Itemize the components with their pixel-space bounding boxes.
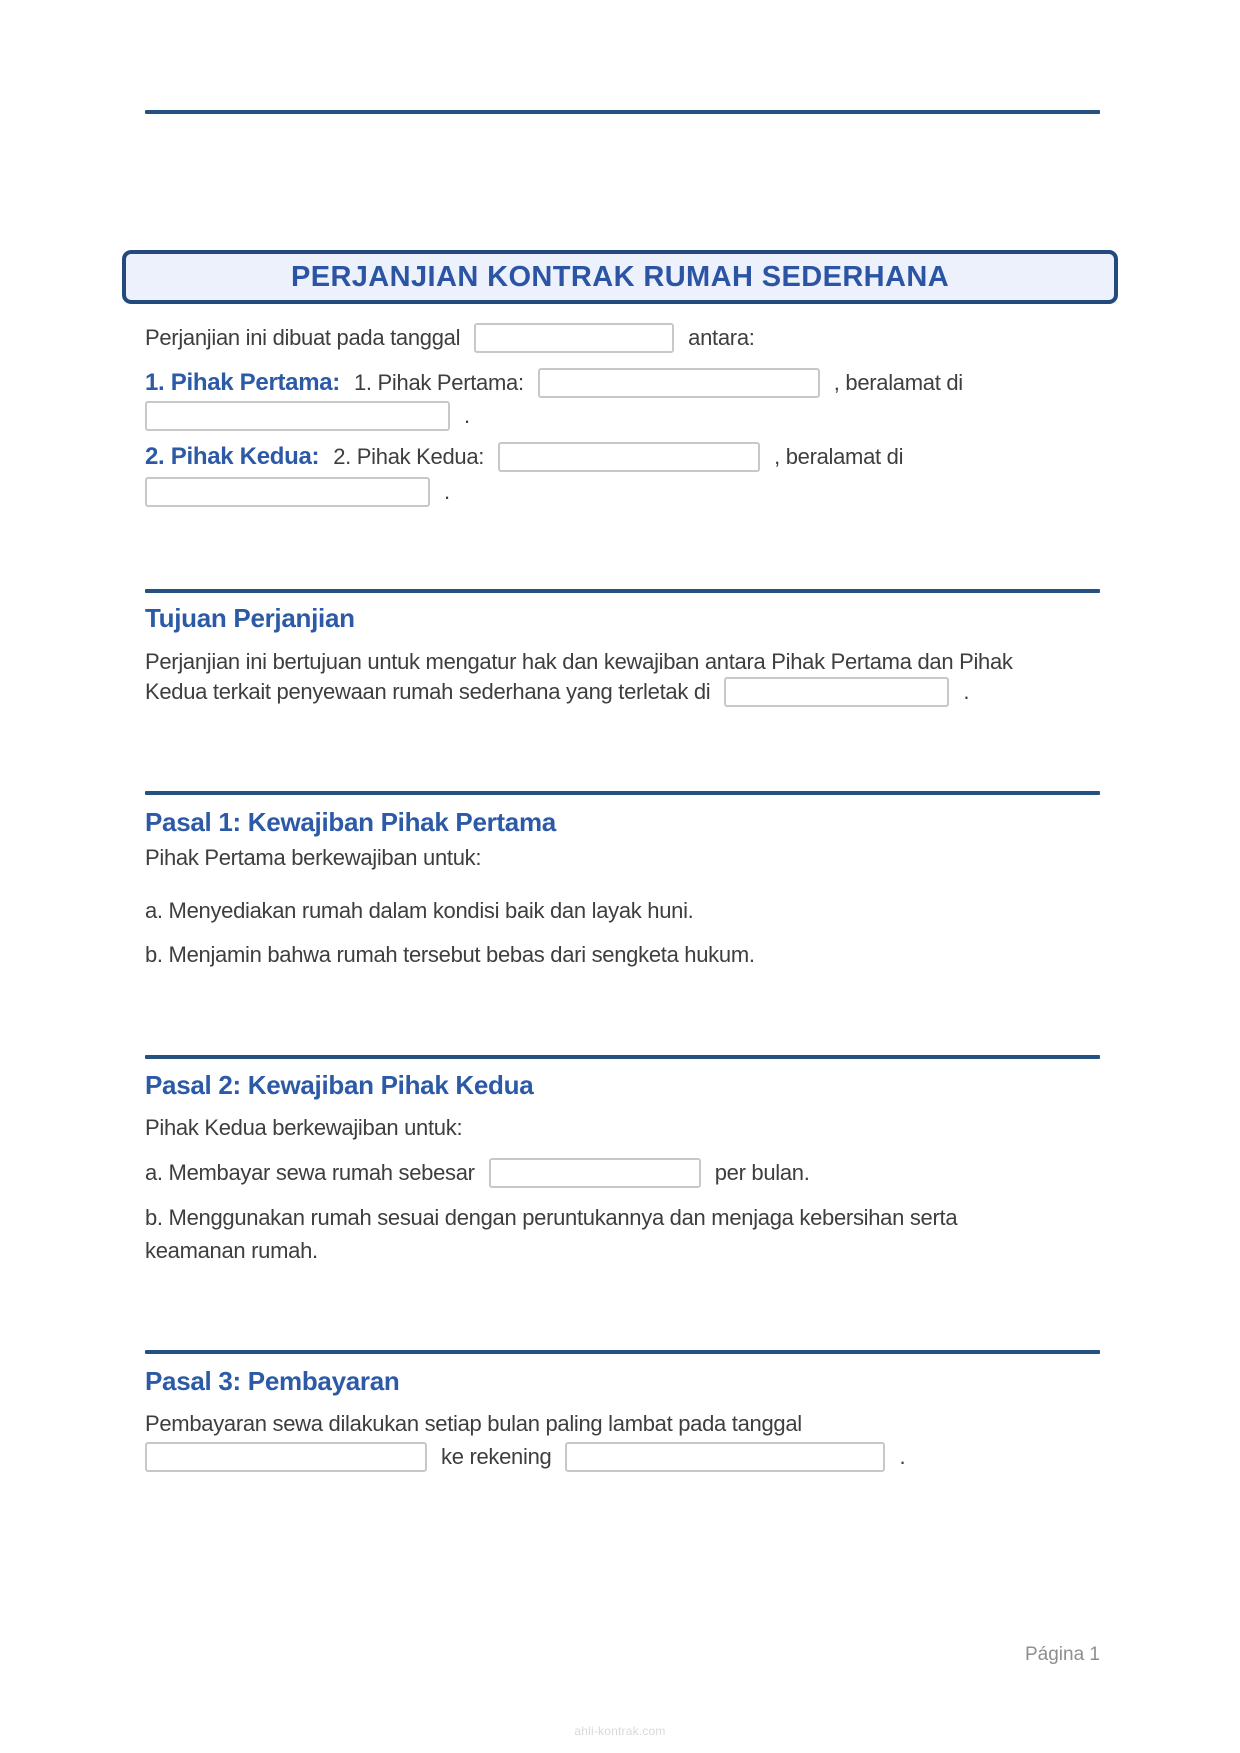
party2-address-suffix: . bbox=[444, 479, 450, 504]
party2-label: 2. Pihak Kedua: bbox=[145, 443, 320, 470]
watermark: ahli-kontrak.com bbox=[574, 1724, 666, 1738]
party1-name-input[interactable] bbox=[538, 368, 820, 398]
pasal1-item-b: b. Menjamin bahwa rumah tersebut bebas dari sengketa hukum. bbox=[145, 942, 755, 967]
pasal3-end-text: . bbox=[899, 1444, 906, 1469]
party1-address-row bbox=[145, 401, 470, 431]
bank-account-input[interactable] bbox=[565, 1442, 885, 1472]
pasal2-item-a-post: per bulan. bbox=[714, 1160, 810, 1185]
pasal2-intro: Pihak Kedua berkewajiban untuk: bbox=[145, 1115, 463, 1140]
top-divider bbox=[145, 110, 1100, 114]
pasal3-payment-row bbox=[145, 1442, 905, 1472]
page-number: Página 1 bbox=[1024, 1644, 1100, 1665]
tujuan-line2-pre: Kedua terkait penyewaan rumah sederhana yang terletak di bbox=[145, 679, 711, 704]
tujuan-paragraph-line1: Perjanjian ini bertujuan untuk mengatur hak dan kewajiban antara Pihak Pertama dan Pihak bbox=[145, 649, 1013, 674]
pasal2-item-b-line1: b. Menggunakan rumah sesuai dengan peruntukannya dan menjaga kebersihan serta bbox=[145, 1205, 958, 1230]
pasal3-mid-text: ke rekening bbox=[441, 1444, 552, 1469]
pasal2-item-a-pre: a. Membayar sewa rumah sebesar bbox=[145, 1160, 475, 1185]
tujuan-paragraph-line2 bbox=[145, 677, 969, 707]
party1-row bbox=[145, 368, 963, 398]
party1-address-input[interactable] bbox=[145, 401, 450, 431]
pasal1-item-a: a. Menyediakan rumah dalam kondisi baik dan layak huni. bbox=[145, 898, 694, 923]
intro-pre-text: Perjanjian ini dibuat pada tanggal bbox=[145, 325, 461, 350]
pasal2-item-a-row bbox=[145, 1158, 810, 1188]
tujuan-heading: Tujuan Perjanjian bbox=[145, 603, 355, 633]
pasal3-heading: Pasal 3: Pembayaran bbox=[145, 1366, 400, 1396]
payment-due-date-input[interactable] bbox=[145, 1442, 427, 1472]
party2-after-text: , beralamat di bbox=[774, 444, 904, 469]
party2-name-input[interactable] bbox=[498, 442, 760, 472]
document-title: PERJANJIAN KONTRAK RUMAH SEDERHANA bbox=[290, 260, 950, 293]
party2-address-input[interactable] bbox=[145, 477, 430, 507]
pasal2-item-b-line2: keamanan rumah. bbox=[145, 1238, 318, 1263]
rental-location-input[interactable] bbox=[724, 677, 949, 707]
section-divider bbox=[145, 589, 1100, 593]
date-input[interactable] bbox=[474, 323, 674, 353]
party2-inline-label: 2. Pihak Kedua: bbox=[333, 444, 485, 469]
intro-post-text: antara: bbox=[688, 325, 755, 350]
party1-address-suffix: . bbox=[464, 403, 470, 428]
party2-row bbox=[145, 442, 903, 472]
party1-inline-label: 1. Pihak Pertama: bbox=[354, 370, 524, 395]
intro-row bbox=[145, 323, 755, 353]
pasal2-heading: Pasal 2: Kewajiban Pihak Kedua bbox=[145, 1070, 534, 1100]
section-divider bbox=[145, 1055, 1100, 1059]
tujuan-line2-post: . bbox=[963, 679, 970, 704]
section-divider bbox=[145, 791, 1100, 795]
pasal1-heading: Pasal 1: Kewajiban Pihak Pertama bbox=[145, 807, 556, 837]
party1-after-text: , beralamat di bbox=[833, 370, 963, 395]
party1-label: 1. Pihak Pertama: bbox=[145, 369, 340, 396]
party2-address-row bbox=[145, 477, 450, 507]
document-title-box bbox=[122, 250, 1118, 304]
rent-amount-input[interactable] bbox=[489, 1158, 701, 1188]
section-divider bbox=[145, 1350, 1100, 1354]
pasal3-line1: Pembayaran sewa dilakukan setiap bulan paling lambat pada tanggal bbox=[145, 1411, 802, 1436]
pasal1-intro: Pihak Pertama berkewajiban untuk: bbox=[145, 845, 482, 870]
